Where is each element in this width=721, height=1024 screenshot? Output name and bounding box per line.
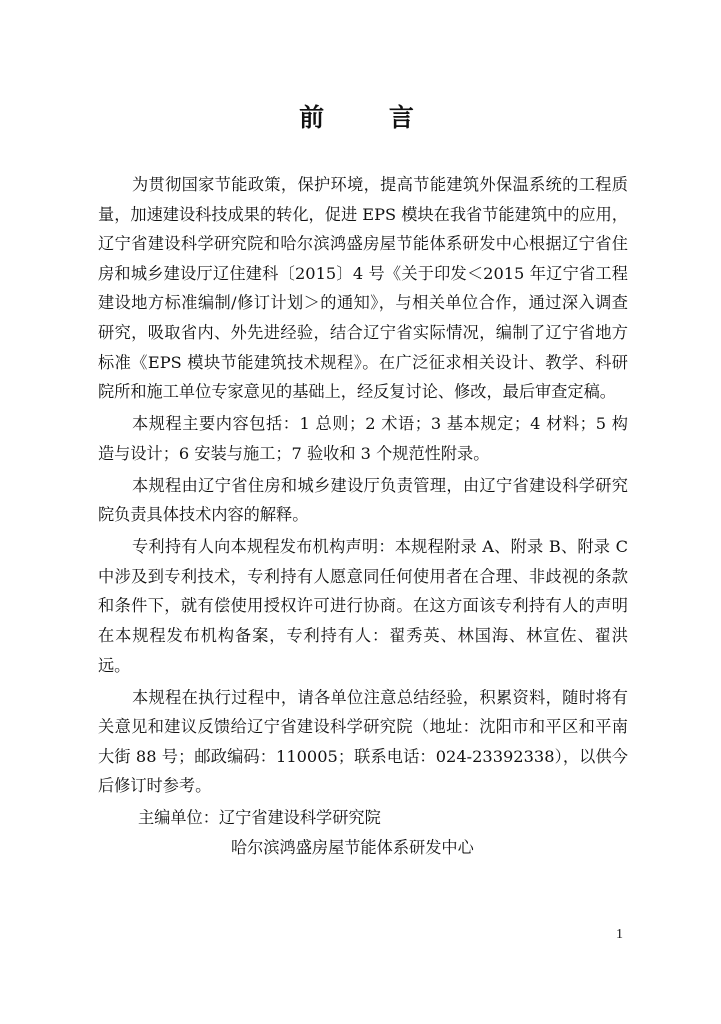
paragraph-contents: 本规程主要内容包括：1 总则；2 术语；3 基本规定；4 材料；5 构造与设计；6 安装与施工；7 验收和 3 个规范性附录。 (98, 414, 628, 463)
paragraph-patent: 专利持有人向本规程发布机构声明：本规程附录 A、附录 B、附录 C 中涉及到专利技术，专利持有人愿意同任何使用者在合理、非歧视的条款和条件下，就有偿使用授权许可进行协商。在这方面该专利持有人的声明在本规程发布机构备案，专利持有人：翟秀英、林国海、林宣佐、翟洪远。 (98, 537, 628, 675)
chief-editor-unit: 主编单位：辽宁省建设科学研究院 (138, 808, 381, 828)
paragraph-purpose: 为贯彻国家节能政策，保护环境，提高节能建筑外保温系统的工程质量，加速建设科技成果的转化，促进 EPS 模块在我省节能建筑中的应用，辽宁省建设科学研究院和哈尔滨鸿盛房屋节能体系研发中心根据辽宁省住房和城乡建设厅辽住建科〔2015〕4 号《关于印发＜2015 年辽宁省工程建设地方标准编制/修订计划＞的通知》，与相关单位合作，通过深入调查研究，吸取省内、外先进经验，结合辽宁省实际情况，编制了辽宁省地方标准《EPS 模块节能建筑技术规程》。在广泛征求相关设计、教学、科研院所和施工单位专家意见的基础上，经反复讨论、修改，最后审查定稿。 (98, 175, 628, 402)
preface-body (98, 170, 628, 863)
page-number: 1 (616, 927, 623, 942)
chief-editor-unit-second: 哈尔滨鸿盛房屋节能体系研发中心 (231, 838, 474, 858)
paragraph-feedback: 本规程在执行过程中，请各单位注意总结经验，积累资料，随时将有关意见和建议反馈给辽宁省建设科学研究院（地址：沈阳市和平区和平南大街 88 号；邮政编码：110005；联系电话：024-23392338），以供今后修订时参考。 (98, 687, 628, 796)
page-title: 前 言 (299, 103, 442, 132)
paragraph-management: 本规程由辽宁省住房和城乡建设厅负责管理，由辽宁省建设科学研究院负责具体技术内容的解释。 (98, 475, 628, 525)
